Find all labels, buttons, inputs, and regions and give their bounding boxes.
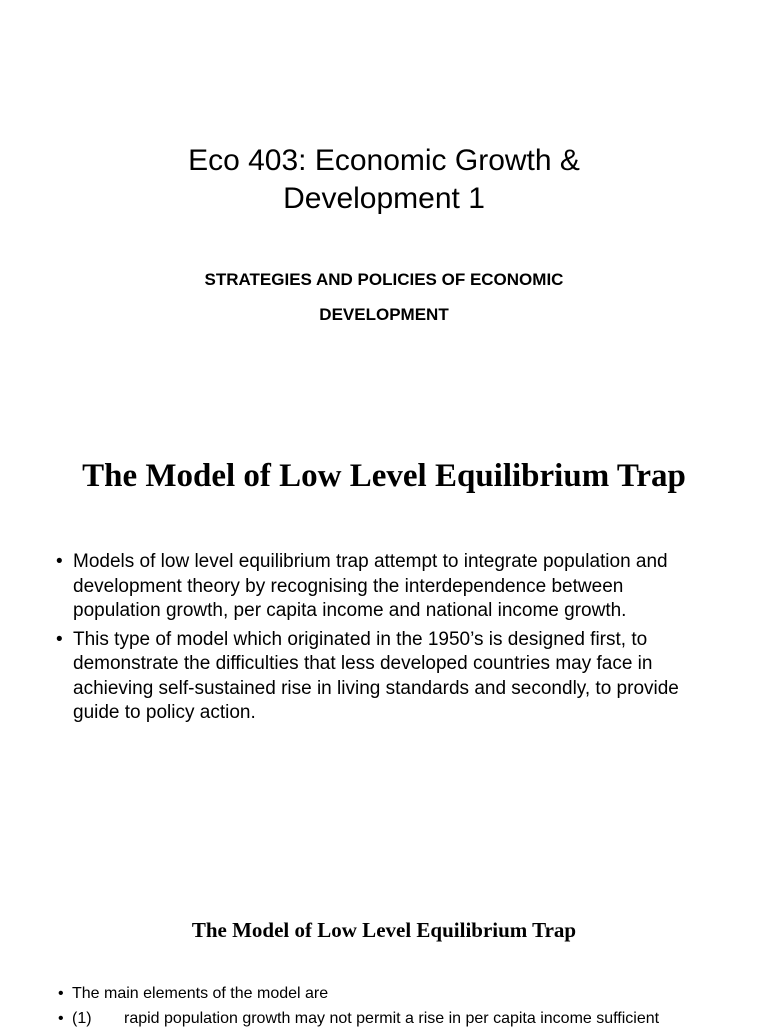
slide-3-title: The Model of Low Level Equilibrium Trap: [191, 918, 577, 942]
bullet-icon: •: [56, 628, 63, 650]
bullet-text: rapid population growth may not permit a rise in per capita income sufficient: [124, 1010, 660, 1027]
slide-1-title: [0, 142, 768, 218]
list-item: [56, 550, 716, 624]
slide-3-bullet-list: [58, 983, 758, 1033]
list-item: [58, 1008, 758, 1030]
slide-1-title-line-2: Development 1: [283, 182, 485, 215]
slide-1-title-line-1: Eco 403: Economic Growth &: [188, 144, 580, 177]
list-item: [58, 983, 758, 1005]
bullet-number: (1): [72, 1010, 92, 1027]
bullet-text: Models of low level equilibrium trap attempt to integrate population and development theory by recognising the interdependence between population growth, per capita income and national income growth.: [73, 551, 668, 621]
slide-1-subtitle-line-1: STRATEGIES AND POLICIES OF ECONOMIC: [204, 270, 564, 289]
bullet-icon: •: [56, 551, 63, 572]
slide-1-subtitle-line-2: DEVELOPMENT: [319, 305, 449, 324]
list-item: [56, 628, 716, 726]
bullet-icon: •: [58, 1010, 64, 1027]
slide-2-title: The Model of Low Level Equilibrium Trap: [82, 458, 686, 494]
bullet-icon: •: [58, 985, 64, 1002]
bullet-text: This type of model which originated in the 1950’s is designed first, to demonstrate the difficulties that less developed countries may face in achieving self-sustained rise in living standards and secondly, to provide guide to policy action.: [73, 628, 679, 723]
slide-1-subtitle: [0, 262, 768, 332]
bullet-text: The main elements of the model are: [72, 985, 329, 1002]
slide-2-bullet-list: [56, 550, 716, 730]
